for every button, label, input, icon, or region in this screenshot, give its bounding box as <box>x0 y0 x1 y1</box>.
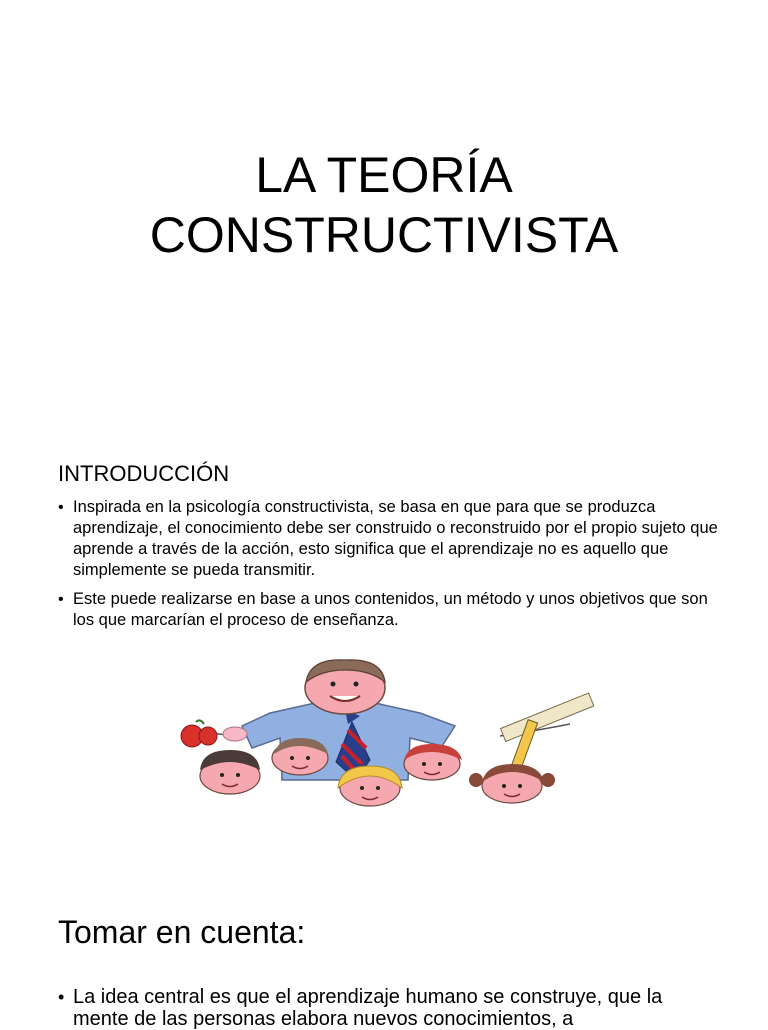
intro-bullet-list <box>58 497 718 639</box>
cuenta-heading: Tomar en cuenta: <box>58 914 306 950</box>
bullet-text: La idea central es que el aprendizaje humano se construye, que la mente de las personas elabora nuevos conocimientos, a <box>73 986 663 1030</box>
list-item <box>58 497 718 581</box>
list-item <box>58 986 718 1030</box>
main-title <box>0 145 768 265</box>
main-title-line2: CONSTRUCTIVISTA <box>149 207 619 263</box>
cuenta-slide <box>0 880 768 1030</box>
intro-heading: INTRODUCCIÓN <box>58 461 230 486</box>
title-slide <box>0 0 768 420</box>
teacher-children-illustration <box>170 658 600 823</box>
bullet-icon: • <box>58 591 64 608</box>
cuenta-bullet-list <box>58 986 718 1030</box>
main-title-line1: LA TEORÍA <box>255 147 513 203</box>
bullet-text: Inspirada en la psicología constructivista, se basa en que para que se produzca aprendizaje, el conocimiento debe ser construido o reconstruido por el propio sujeto que aprende a través de la acción, esto significa que el aprendizaje no es aquello que simplemente se pueda transmitir. <box>73 498 718 579</box>
list-item <box>58 589 718 631</box>
bullet-text: Este puede realizarse en base a unos contenidos, un método y unos objetivos que son los que marcarían el proceso de enseñanza. <box>73 590 708 629</box>
bullet-icon: • <box>58 499 64 516</box>
intro-slide <box>0 440 768 860</box>
bullet-icon: • <box>58 987 65 1007</box>
